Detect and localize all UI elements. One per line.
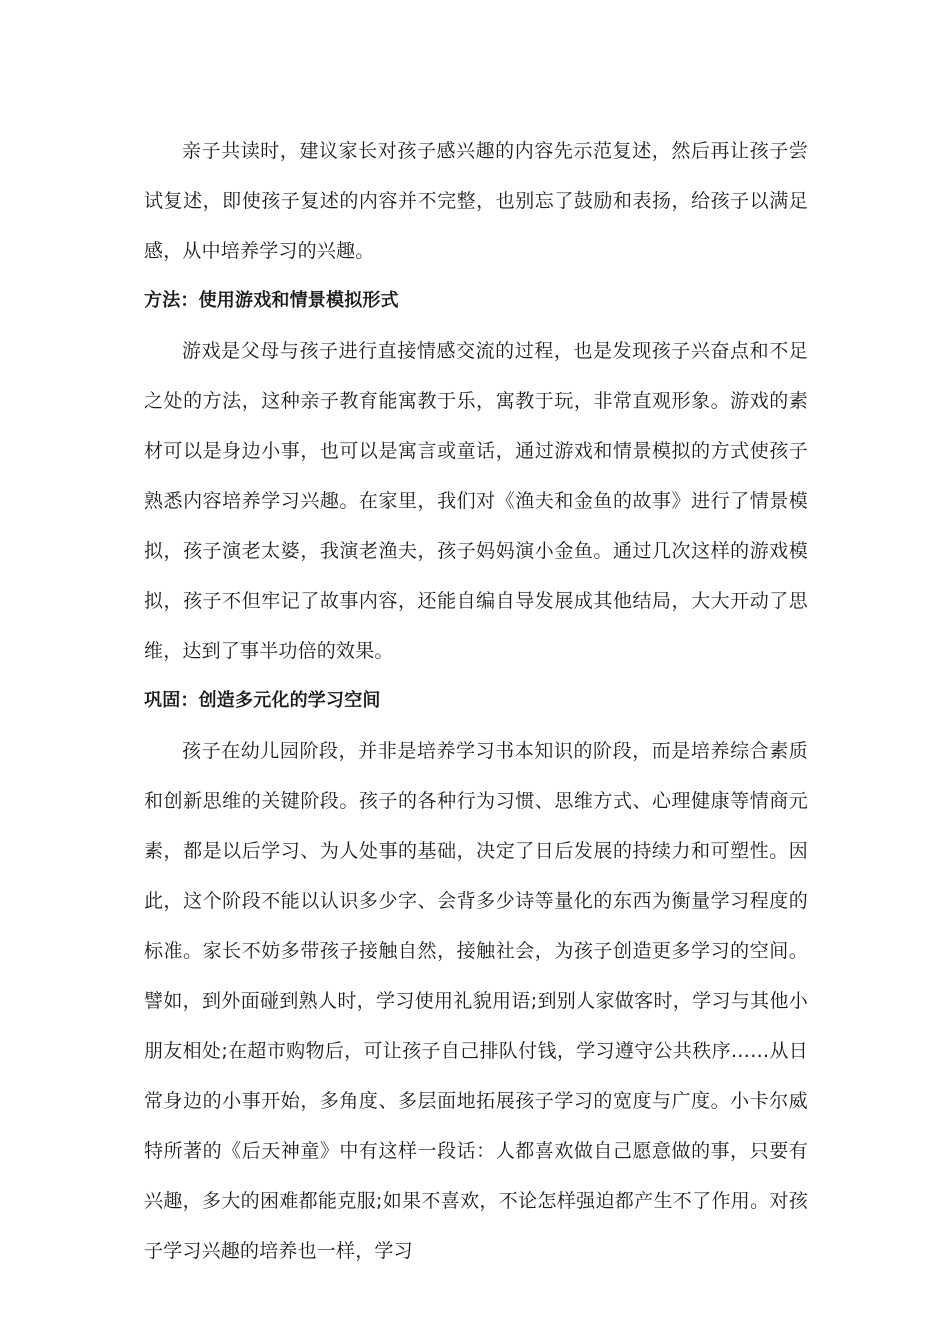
paragraph-games: 游戏是父母与孩子进行直接情感交流的过程，也是发现孩子兴奋点和不足之处的方法，这种亲子教育能寓教于乐，寓教于玩，非常直观形象。游戏的素材可以是身边小事，也可以是寓言或童话，通过游戏和情景模拟的方式使孩子熟悉内容培养学习兴趣。在家里，我们对《渔夫和金鱼的故事》进行了情景模拟，孩子演老太婆，我演老渔夫，孩子妈妈演小金鱼。通过几次这样的游戏模拟，孩子不但牢记了故事内容，还能自编自导发展成其他结局，大大开动了思维，达到了事半功倍的效果。 bbox=[144, 340, 808, 662]
paragraph-learning-space: 孩子在幼儿园阶段，并非是培养学习书本知识的阶段，而是培养综合素质和创新思维的关键阶段。孩子的各种行为习惯、思维方式、心理健康等情商元素，都是以后学习、为人处事的基础，决定了日后发展的持续力和可塑性。因此，这个阶段不能以认识多少字、会背多少诗等量化的东西为衡量学习程度的标准。家长不妨多带孩子接触自然，接触社会，为孩子创造更多学习的空间。譬如，到外面碰到熟人时，学习使用礼貌用语;到别人家做客时，学习与其他小朋友相处;在超市购物后，可让孩子自己排队付钱，学习遵守公共秩序……从日常身边的小事开始，多角度、多层面地拓展孩子学习的宽度与广度。小卡尔威特所著的《后天神童》中有这样一段话：人都喜欢做自己愿意做的事，只要有兴趣，多大的困难都能克服;如果不喜欢，不论怎样强迫都产生不了作用。对孩子学习兴趣的培养也一样，学习 bbox=[144, 740, 808, 1262]
section-heading-consolidate: 巩固：创造多元化的学习空间 bbox=[144, 690, 381, 711]
paragraph-shared-reading: 亲子共读时，建议家长对孩子感兴趣的内容先示范复述，然后再让孩子尝试复述，即使孩子复述的内容并不完整，也别忘了鼓励和表扬，给孩子以满足感，从中培养学习的兴趣。 bbox=[144, 140, 808, 262]
document-page bbox=[144, 126, 808, 1276]
section-heading-method: 方法：使用游戏和情景模拟形式 bbox=[144, 290, 399, 311]
